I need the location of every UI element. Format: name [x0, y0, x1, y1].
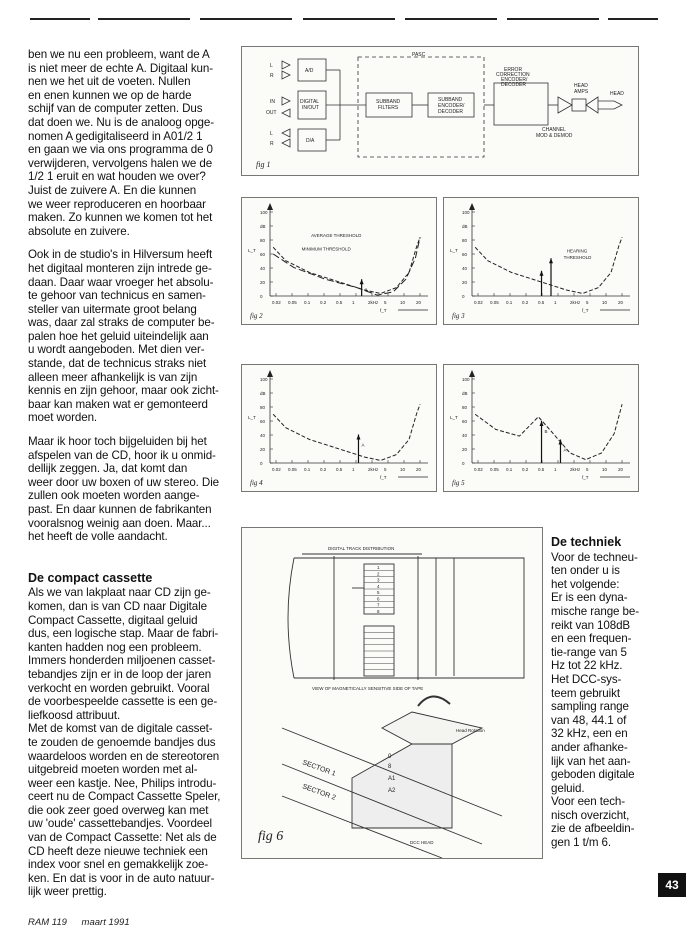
figure-label: fig 5 [452, 479, 465, 487]
paragraph: ben we nu een probleem, want de A is niet meer de echte A. Digitaal kun- nen we het uit de voeten. Nullen en enen kunnen we op de harde schijf van de computer zetten. Dus dat doen we. Nu is de analoog opge- nomen A gedigitaliseerd in A01/2 1 en gaan we via ons programma de 0 verwijderen, vervolgens halen we de 1/2 1 eruit en wat houden we over? Juist de zuivere A. En die kunnen we weer reproduceren en hoorbaar maken. Zo kunnen we komen tot het absolute en zuivere. [28, 48, 215, 238]
y-tick-label: 60 [462, 419, 468, 424]
input-l: L [270, 63, 273, 69]
x-axis-label: f_T [582, 475, 589, 480]
head-amps: HEAD [574, 83, 588, 89]
figure-3-graph [443, 197, 639, 325]
tone-label: A [361, 442, 365, 448]
issue-date: maart 1991 [81, 917, 130, 928]
figure-4-graph [241, 364, 437, 492]
x-tick-label: 1 [554, 300, 557, 305]
annotation: MINIMUM THRESHOLD [301, 246, 351, 252]
figure-6-tape-diagram [241, 527, 543, 859]
x-tick-label: 0.05 [490, 300, 499, 305]
top-rule [405, 18, 497, 20]
x-tick-label: 0.1 [506, 467, 513, 472]
digital-inout-block: DIGITAL [300, 99, 320, 105]
x-tick-label: 0.2 [522, 300, 529, 305]
figure-label: fig 1 [256, 160, 271, 169]
y-tick-label: 100 [260, 377, 268, 382]
y-tick-label: 100 [462, 377, 470, 382]
tape-view-label: VIEW OF MAGNETICALLY SENSITIVE SIDE OF TAPE [312, 686, 424, 691]
y-tick-label: 80 [462, 405, 468, 410]
figure-2-graph [241, 197, 437, 325]
x-tick-label: 0.02 [272, 467, 281, 472]
y-tick-label: dB [260, 224, 266, 229]
x-tick-label: 0.1 [506, 300, 513, 305]
figure-label: fig 4 [250, 479, 263, 487]
x-tick-label: 1 [352, 300, 355, 305]
y-tick-label: 40 [260, 266, 266, 271]
y-axis-label: L_T [248, 248, 256, 253]
error-correction-3: ENCODER/ [501, 77, 528, 83]
ad-block: A/D [305, 68, 314, 74]
output-l: L [270, 131, 273, 137]
x-tick-label: 0.05 [288, 467, 297, 472]
top-rule [200, 18, 292, 20]
y-tick-label: dB [462, 224, 468, 229]
tone-marker-arrow [549, 258, 553, 263]
section-heading: De techniek [551, 535, 622, 549]
tone-marker-arrow [360, 279, 364, 284]
threshold-curve [475, 404, 622, 459]
y-tick-label: 20 [462, 280, 468, 285]
head-track-a1: A1 [388, 776, 396, 782]
head-rotation-label: Head Rotation [456, 728, 485, 733]
left-column [28, 48, 240, 899]
x-tick-label: 0.5 [538, 467, 545, 472]
y-axis-arrow [267, 203, 273, 210]
x-tick-label: 5 [586, 300, 589, 305]
tone-marker-arrow [540, 271, 544, 276]
annotation: THRESHOLD [563, 255, 592, 261]
y-axis-arrow [267, 370, 273, 377]
track-number: 7 [377, 602, 380, 608]
y-tick-label: 80 [260, 405, 266, 410]
y-tick-label: 20 [260, 280, 266, 285]
subband-codec: SUBBAND [438, 97, 463, 103]
track-number: 2 [377, 571, 380, 577]
x-tick-label: 10 [602, 467, 608, 472]
section-heading: De compact cassette [28, 570, 153, 585]
x-tick-label: 1 [554, 467, 557, 472]
figure-label: fig 6 [258, 829, 284, 844]
head-label: HEAD [610, 91, 624, 97]
paragraph: Voor de techneu- ten onder u is het volgende: Er is een dyna- mische range be- reikt van 108dB en een frequen- tie-range van 5 Hz tot 22 kHz. Het DCC-sys- teem gebruikt sampling range van 48, 44.1 of 32 kHz, een en ander afhanke- lijk van het aan- geboden digitale geluid. Voor een tech- nisch overzicht, zie de afbeeldin- gen 1 t/m 6. [551, 550, 639, 850]
figure-1-block-diagram [241, 46, 639, 176]
y-tick-label: 100 [462, 210, 470, 215]
pasc-label: PASC [412, 52, 426, 58]
y-tick-label: 60 [462, 252, 468, 257]
track-number: 8 [377, 608, 380, 614]
x-axis-label: f_T [582, 308, 589, 313]
x-tick-label: 10 [400, 300, 406, 305]
x-tick-label: 0.5 [336, 467, 343, 472]
y-tick-label: 20 [260, 447, 266, 452]
x-tick-label: 10 [400, 467, 406, 472]
sector-2-label: SECTOR 2 [301, 783, 337, 802]
tone-marker-arrow [356, 434, 360, 439]
error-correction: ERROR [504, 67, 523, 73]
paragraph: Maar ik hoor toch bijgeluiden bij het afspelen van de CD, hoor ik u onmid- dellijk zeggen. Ja, dat komt dan weer door uw boxen of uw stereo. Die zullen ook moeten worden aange- past. En daar kunnen de fabrikanten vooralsnog weinig aan doen. Maar... het heeft de volle aandacht. [28, 435, 220, 544]
y-tick-label: dB [462, 391, 468, 396]
y-tick-label: 0 [462, 294, 465, 299]
annotation: HEARING [566, 248, 588, 254]
top-rule [608, 18, 658, 20]
x-tick-label: 0.1 [304, 467, 311, 472]
y-axis-arrow [469, 203, 475, 210]
y-tick-label: 40 [462, 433, 468, 438]
sector-1-label: SECTOR 1 [301, 759, 337, 778]
tone-label: A [364, 287, 368, 293]
page-number: 43 [658, 873, 686, 897]
track-number: 5 [377, 590, 380, 595]
y-tick-label: 60 [260, 419, 266, 424]
x-tick-label: 0.02 [272, 300, 281, 305]
y-tick-label: 0 [260, 461, 263, 466]
subband-codec-3: DECODER [438, 109, 464, 115]
x-axis-label: f_T [380, 475, 387, 480]
y-tick-label: dB [260, 391, 266, 396]
x-tick-label: 20 [618, 467, 624, 472]
magazine-issue: RAM 119 [28, 917, 67, 928]
threshold-curve [475, 237, 622, 293]
in-label: IN [270, 99, 275, 105]
paragraph: Met de komst van de digitale casset- te zouden de genoemde bandjes dus waardeloos worden en de stereotoren uitgebreid moeten worden met al- weer een kastje. Nee, Philips introdu- ceert nu de Compact Cassette Speler, die ook zeer goed overweg kan met uw 'oude' cassettebandjes. Voordeel van de Compact Cassette: Net als de CD heeft deze nieuwe techniek een index voor snel en gemakkelijk zoe- ken. En dat is voor in de auto natuur- lijk weer prettig. [28, 722, 221, 899]
right-column [551, 536, 667, 860]
head-track-8: 8 [388, 764, 392, 770]
top-rule [30, 18, 90, 20]
y-axis-label: L_T [450, 248, 458, 253]
x-tick-label: 5 [586, 467, 589, 472]
track-number: 4 [377, 583, 380, 589]
footer [28, 917, 142, 928]
y-tick-label: 0 [462, 461, 465, 466]
x-axis-label: f_T [380, 308, 387, 313]
x-tick-label: 1 [352, 467, 355, 472]
top-rule [303, 18, 395, 20]
figure-label: fig 2 [250, 312, 263, 320]
y-tick-label: 40 [260, 433, 266, 438]
y-tick-label: 40 [462, 266, 468, 271]
x-tick-label: 5 [384, 467, 387, 472]
x-tick-label: 5 [384, 300, 387, 305]
subband-filters-2: FILTERS [378, 105, 399, 111]
input-r: R [270, 73, 274, 79]
x-tick-label: 2kHz [570, 300, 581, 305]
tone-marker-arrow [540, 421, 544, 426]
x-tick-label: 0.2 [320, 467, 327, 472]
x-tick-label: 20 [416, 300, 422, 305]
y-axis-label: L_T [248, 415, 256, 420]
tone-label: B [544, 429, 548, 434]
track-number: 6 [377, 596, 380, 602]
x-tick-label: 0.2 [522, 467, 529, 472]
x-tick-label: 20 [618, 300, 624, 305]
x-tick-label: 0.5 [538, 300, 545, 305]
figure-5-graph [443, 364, 639, 492]
y-tick-label: 0 [260, 294, 263, 299]
x-tick-label: 2kHz [368, 467, 379, 472]
out-label: OUT [266, 110, 277, 116]
head-amps-2: AMPS [574, 89, 589, 95]
head-track-a2: A2 [388, 788, 396, 794]
track-number: 1 [377, 565, 380, 570]
da-block: D/A [306, 138, 315, 144]
y-tick-label: 80 [462, 238, 468, 243]
top-rule [98, 18, 190, 20]
x-tick-label: 0.2 [320, 300, 327, 305]
digital-inout-block-2: IN/OUT [302, 105, 319, 111]
y-axis-label: L_T [450, 415, 458, 420]
x-tick-label: 0.02 [474, 467, 483, 472]
x-tick-label: 0.5 [336, 300, 343, 305]
head-track-0: 0 [388, 754, 392, 760]
y-tick-label: 20 [462, 447, 468, 452]
channel-label-2: MOD & DEMOD [536, 133, 573, 139]
paragraph: Ook in de studio's in Hilversum heeft het digitaal monteren zijn intrede ge- daan. Daar waar vroeger het absolu- te gehoor van technicus en samen- steller van uitermate groot belang was, daar zal straks de computer be- palen hoe het geluid uiteindelijk aan u wordt aangeboden. Met dien ver- stande, dat de technicus straks niet alleen meer afhankelijk is van zijn kennis en zijn gehoor, maar ook zicht- baar kan maken wat er gemonteerd moet worden. [28, 248, 219, 425]
y-tick-label: 80 [260, 238, 266, 243]
output-r: R [270, 141, 274, 147]
y-tick-label: 100 [260, 210, 268, 215]
x-tick-label: 0.02 [474, 300, 483, 305]
x-tick-label: 10 [602, 300, 608, 305]
x-tick-label: 0.05 [288, 300, 297, 305]
tone-label: A [563, 447, 567, 453]
y-tick-label: 60 [260, 252, 266, 257]
threshold-curve [273, 404, 420, 460]
figure-label: fig 3 [452, 312, 465, 320]
x-tick-label: 2kHz [570, 467, 581, 472]
y-axis-arrow [469, 370, 475, 377]
x-tick-label: 0.1 [304, 300, 311, 305]
subband-filters: SUBBAND [376, 99, 401, 105]
track-number: 3 [377, 577, 380, 583]
subband-codec-2: ENCODER/ [438, 103, 465, 109]
x-tick-label: 2kHz [368, 300, 379, 305]
track-title: DIGITAL TRACK DISTRIBUTION [328, 546, 395, 551]
dcc-head-label: DCC HEAD [410, 840, 434, 845]
error-correction-2: CORRECTION [496, 72, 530, 78]
annotation: AVERAGE THRESHOLD [311, 233, 362, 239]
paragraph: Als we van lakplaat naar CD zijn ge- komen, dan is van CD naar Digitale Compact Cassette, digitaal geluid dus, een logische stap. Maar de fabri- kanten hadden nog een probleem. Immers honderden miljoenen casset- tebandjes zijn er in de loop der jaren verkocht en worden gebruikt. Vooral de voorbespeelde cassette is een ge- liefkoosd attribuut. [28, 586, 219, 722]
x-tick-label: 0.05 [490, 467, 499, 472]
x-tick-label: 20 [416, 467, 422, 472]
error-correction-4: DECODER [501, 82, 527, 88]
channel-label: CHANNEL [542, 127, 566, 133]
top-rule [507, 18, 599, 20]
